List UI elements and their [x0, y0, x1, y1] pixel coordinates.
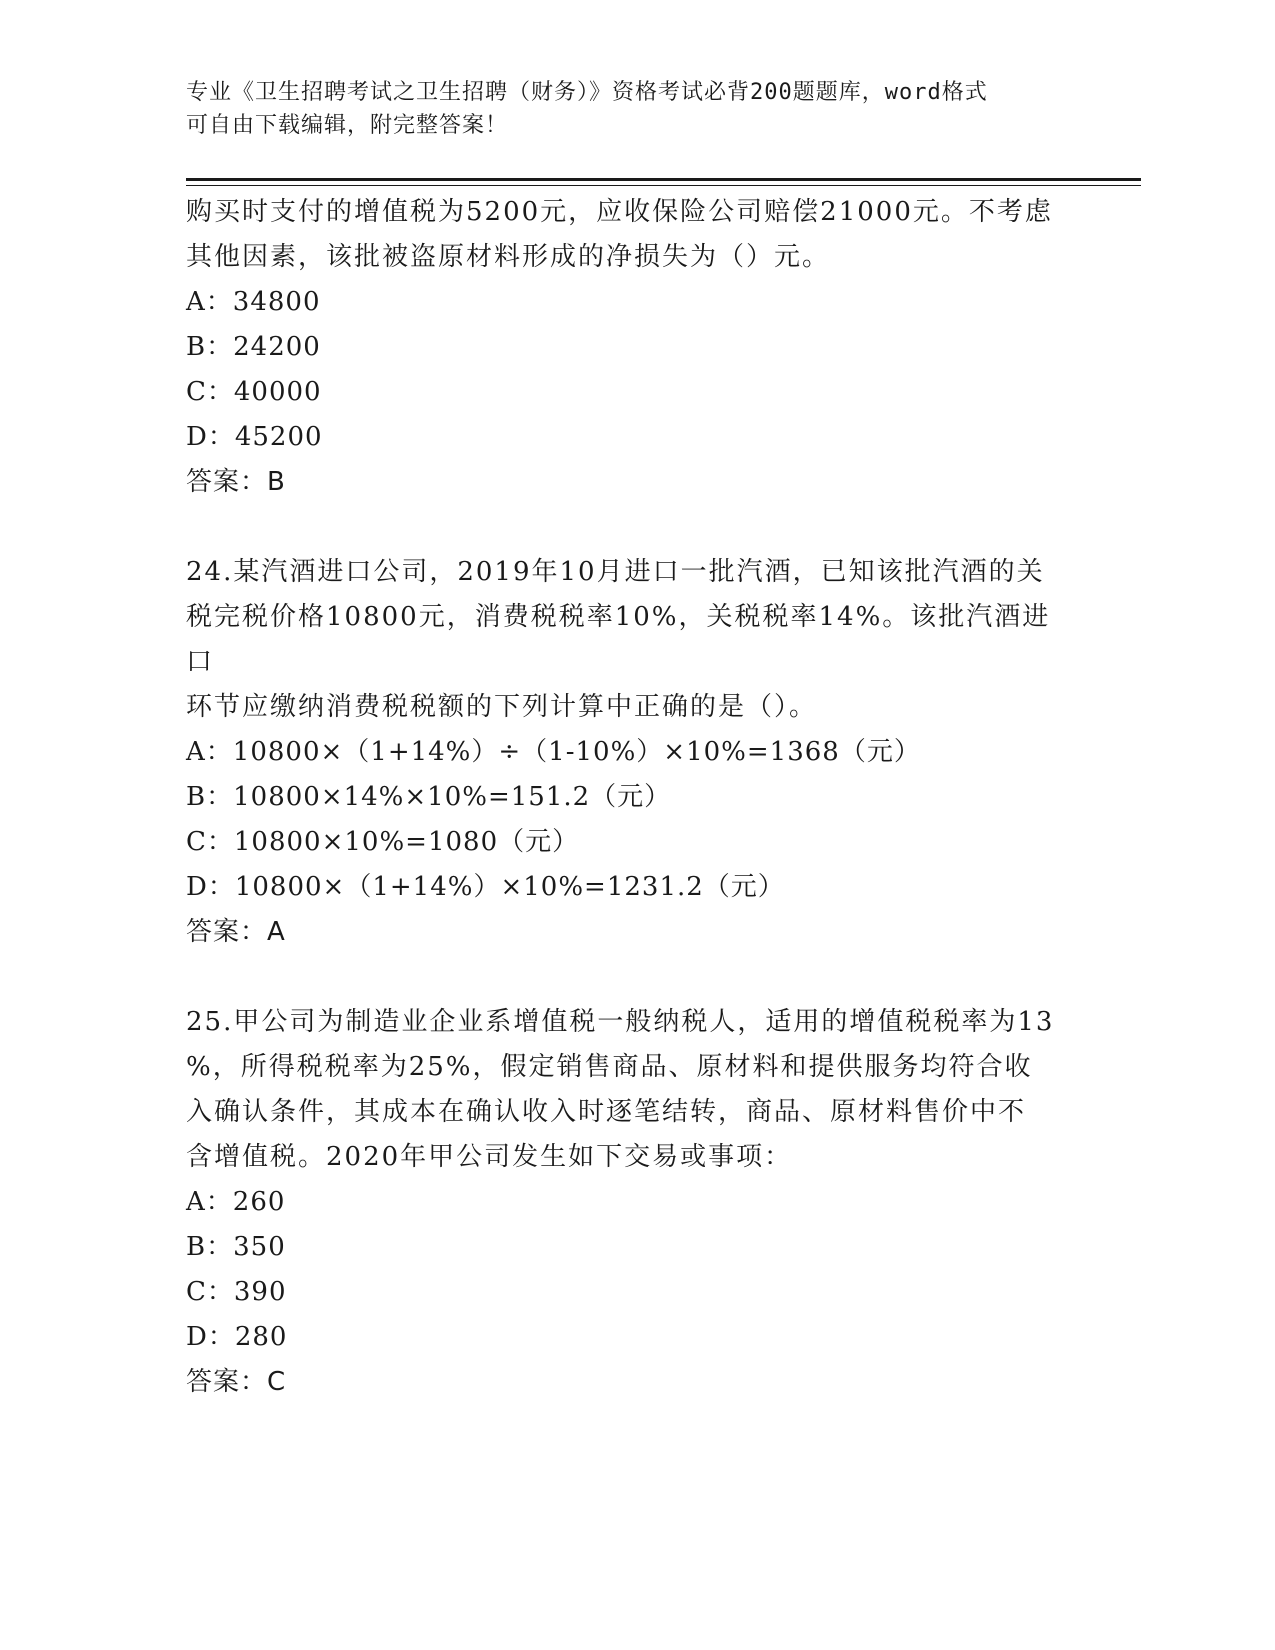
question-stem-line: 25.甲公司为制造业企业系增值税一般纳税人，适用的增值税税率为13 — [186, 1007, 1055, 1037]
question-stem-line: 入确认条件，其成本在确认收入时逐笔结转，商品、原材料售价中不 — [186, 1097, 1027, 1127]
question-stem-line: 购买时支付的增值税为5200元，应收保险公司赔偿21000元。不考虑 — [186, 197, 1053, 227]
option-b: B：24200 — [186, 332, 321, 362]
question-stem-line: 环节应缴纳消费税税额的下列计算中正确的是（）。 — [186, 692, 818, 722]
question-stem-line: %，所得税税率为25%，假定销售商品、原材料和提供服务均符合收 — [186, 1052, 1033, 1082]
question-23-continued — [186, 190, 1066, 505]
question-stem-line: 其他因素，该批被盗原材料形成的净损失为（）元。 — [186, 242, 831, 272]
question-24 — [186, 550, 1066, 955]
option-c: C：10800×10%=1080（元） — [186, 827, 580, 857]
option-c: C：40000 — [186, 377, 322, 407]
option-b: B：10800×14%×10%=151.2（元） — [186, 782, 672, 812]
answer-line: 答案：C — [186, 1367, 287, 1397]
option-b: B：350 — [186, 1232, 286, 1262]
option-a: A：260 — [186, 1187, 286, 1217]
question-stem-line: 24.某汽酒进口公司，2019年10月进口一批汽酒，已知该批汽酒的关 — [186, 557, 1045, 587]
option-d: D：10800×（1+14%）×10%=1231.2（元） — [186, 872, 785, 902]
header-rule-thin — [186, 185, 1141, 186]
header-rule-thick — [186, 178, 1141, 181]
document-header — [186, 76, 1066, 142]
question-list — [186, 190, 1066, 1450]
question-stem-line: 税完税价格10800元，消费税税率10%，关税税率14%。该批汽酒进口 — [186, 602, 1051, 677]
option-d: D：280 — [186, 1322, 288, 1352]
answer-line: 答案：A — [186, 917, 286, 947]
question-25 — [186, 1000, 1066, 1405]
header-line-2: 可自由下载编辑，附完整答案！ — [186, 113, 509, 138]
option-a: A：10800×（1+14%）÷（1-10%）×10%=1368（元） — [186, 737, 921, 767]
option-c: C：390 — [186, 1277, 287, 1307]
question-stem-line: 含增值税。2020年甲公司发生如下交易或事项： — [186, 1142, 793, 1172]
option-d: D：45200 — [186, 422, 323, 452]
header-line-1: 专业《卫生招聘考试之卫生招聘（财务）》资格考试必背200题题库，word格式 — [186, 80, 988, 105]
option-a: A：34800 — [186, 287, 321, 317]
answer-line: 答案：B — [186, 467, 286, 497]
